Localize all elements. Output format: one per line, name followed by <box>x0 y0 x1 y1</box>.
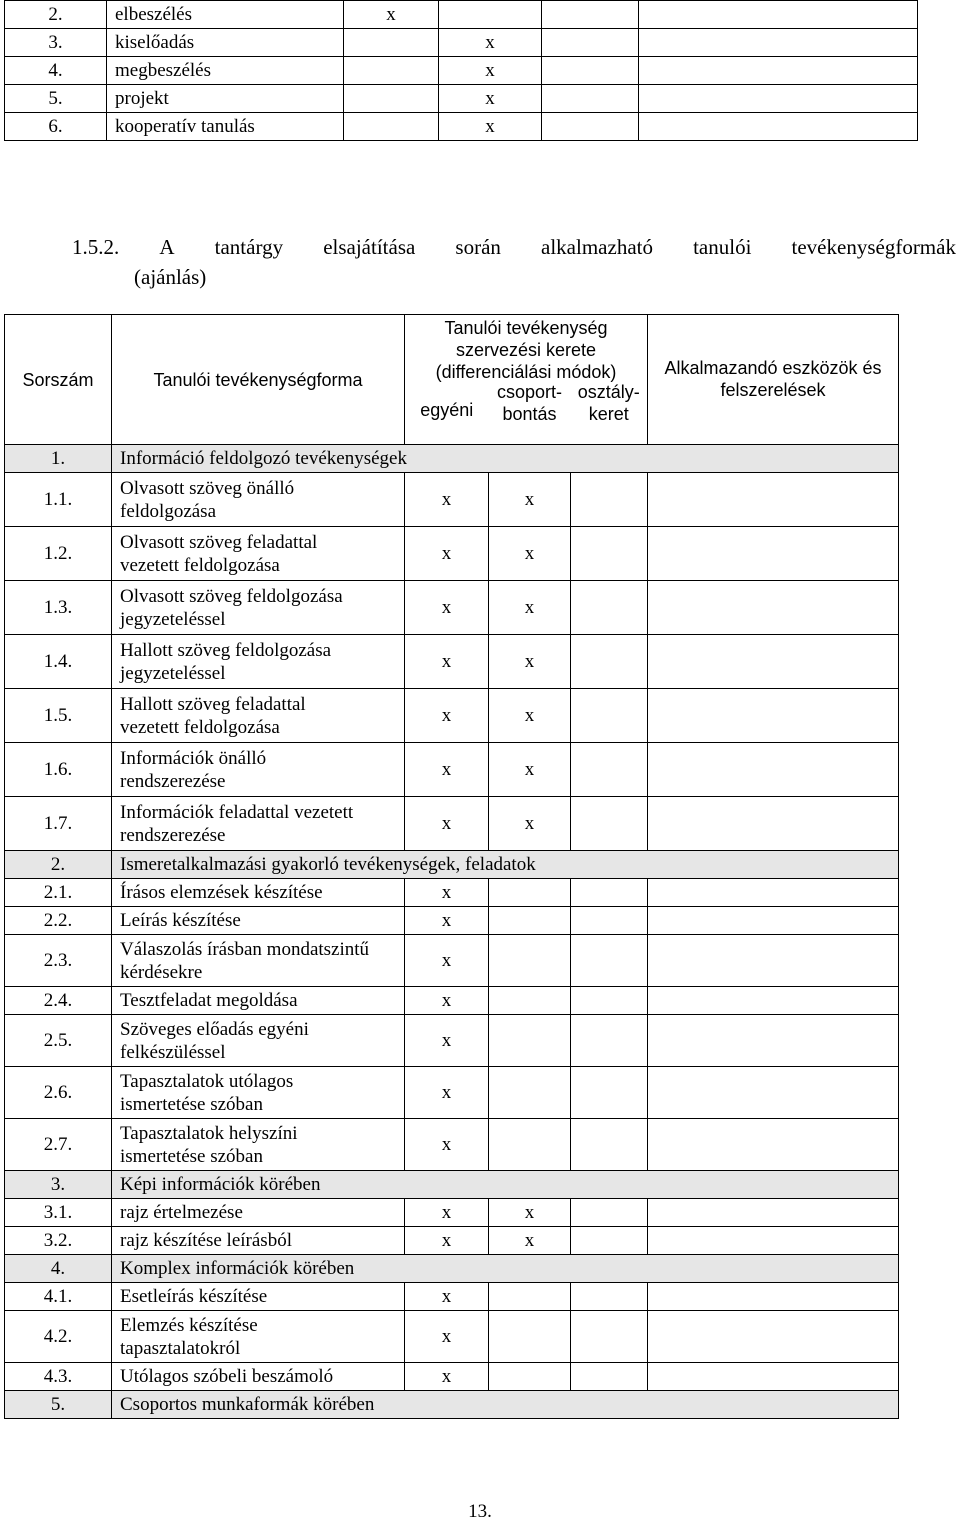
row-number: 2.7. <box>5 1119 112 1171</box>
heading-word: során <box>455 235 501 259</box>
activity-form-table <box>4 0 918 141</box>
mark-cell <box>542 113 639 141</box>
section-title: Információ feldolgozó tevékenységek <box>112 445 899 473</box>
table-row <box>5 1199 899 1227</box>
osztaly-cell <box>571 797 648 851</box>
osztaly-cell <box>571 879 648 907</box>
mark-cell: x <box>439 113 542 141</box>
egyeni-cell: x <box>405 1119 489 1171</box>
header-eszkozok: Alkalmazandó eszközök és felszerelések <box>648 315 899 445</box>
heading-word: elsajátítása <box>323 235 416 259</box>
osztaly-cell <box>571 1119 648 1171</box>
header-sorszam: Sorszám <box>5 315 112 445</box>
heading-word: A <box>159 235 175 259</box>
header-forma: Tanulói tevékenységforma <box>112 315 405 445</box>
osztaly-cell <box>571 907 648 935</box>
csoport-cell <box>489 1311 571 1363</box>
table-row <box>5 29 918 57</box>
egyeni-cell: x <box>405 1311 489 1363</box>
table-row <box>5 689 899 743</box>
eszkozok-cell <box>648 797 899 851</box>
mark-cell: x <box>439 85 542 113</box>
heading-word: tanulói <box>693 235 752 259</box>
row-name: megbeszélés <box>107 57 344 85</box>
mark-cell <box>639 1 918 29</box>
section-row <box>5 1255 899 1283</box>
eszkozok-cell <box>648 1311 899 1363</box>
header-csoport: csoport-bontás <box>496 381 563 424</box>
row-number: 3. <box>5 29 107 57</box>
osztaly-cell <box>571 473 648 527</box>
row-number: 2. <box>5 1 107 29</box>
table-row <box>5 473 899 527</box>
row-number: 1.5. <box>5 689 112 743</box>
row-name: Tesztfeladat megoldása <box>112 987 405 1015</box>
csoport-cell: x <box>489 797 571 851</box>
mark-cell <box>542 1 639 29</box>
egyeni-cell: x <box>405 581 489 635</box>
row-name: kiselőadás <box>107 29 344 57</box>
row-number: 4.1. <box>5 1283 112 1311</box>
eszkozok-cell <box>648 1199 899 1227</box>
row-number: 2.6. <box>5 1067 112 1119</box>
egyeni-cell: x <box>405 935 489 987</box>
table-row <box>5 797 899 851</box>
row-number: 4.3. <box>5 1363 112 1391</box>
section-number: 1. <box>5 445 112 473</box>
row-name: Olvasott szöveg feldolgozása jegyzeteléssel <box>112 581 405 635</box>
osztaly-cell <box>571 689 648 743</box>
osztaly-cell <box>571 635 648 689</box>
eszkozok-cell <box>648 1015 899 1067</box>
row-number: 3.1. <box>5 1199 112 1227</box>
table-row <box>5 57 918 85</box>
row-name: projekt <box>107 85 344 113</box>
row-number: 1.3. <box>5 581 112 635</box>
row-name: kooperatív tanulás <box>107 113 344 141</box>
osztaly-cell <box>571 581 648 635</box>
row-number: 4.2. <box>5 1311 112 1363</box>
table-row <box>5 1283 899 1311</box>
osztaly-cell <box>571 1067 648 1119</box>
row-name: Olvasott szöveg önálló feldolgozása <box>112 473 405 527</box>
section-heading <box>72 232 956 292</box>
eszkozok-cell <box>648 527 899 581</box>
row-number: 1.4. <box>5 635 112 689</box>
eszkozok-cell <box>648 1227 899 1255</box>
row-name: Írásos elemzések készítése <box>112 879 405 907</box>
table-row <box>5 907 899 935</box>
table-row <box>5 1363 899 1391</box>
row-number: 1.2. <box>5 527 112 581</box>
eszkozok-cell <box>648 879 899 907</box>
csoport-cell <box>489 879 571 907</box>
table-row <box>5 879 899 907</box>
osztaly-cell <box>571 743 648 797</box>
table-row <box>5 1067 899 1119</box>
header-osztaly: osztály-keret <box>571 381 648 427</box>
csoport-cell: x <box>489 689 571 743</box>
mark-cell <box>542 57 639 85</box>
eszkozok-cell <box>648 1363 899 1391</box>
row-number: 2.4. <box>5 987 112 1015</box>
csoport-cell <box>489 1119 571 1171</box>
csoport-cell: x <box>489 473 571 527</box>
osztaly-cell <box>571 935 648 987</box>
osztaly-cell <box>571 1227 648 1255</box>
eszkozok-cell <box>648 935 899 987</box>
egyeni-cell: x <box>405 1067 489 1119</box>
table-row <box>5 935 899 987</box>
mark-cell <box>639 57 918 85</box>
csoport-cell: x <box>489 581 571 635</box>
row-name: Utólagos szóbeli beszámoló <box>112 1363 405 1391</box>
row-number: 4. <box>5 57 107 85</box>
csoport-cell: x <box>489 743 571 797</box>
egyeni-cell: x <box>405 879 489 907</box>
row-number: 6. <box>5 113 107 141</box>
table-row <box>5 1311 899 1363</box>
table-row <box>5 987 899 1015</box>
header-egyeni: egyéni <box>405 399 489 445</box>
mark-cell <box>344 57 439 85</box>
row-number: 2.3. <box>5 935 112 987</box>
heading-line2: (ajánlás) <box>134 265 207 289</box>
header-group: Tanulói tevékenység szervezési kerete (differenciálási módok) <box>405 315 648 399</box>
row-name: Esetleírás készítése <box>112 1283 405 1311</box>
mark-cell: x <box>439 29 542 57</box>
section-title: Ismeretalkalmazási gyakorló tevékenységek, feladatok <box>112 851 899 879</box>
csoport-cell <box>489 935 571 987</box>
eszkozok-cell <box>648 581 899 635</box>
osztaly-cell <box>571 987 648 1015</box>
student-activity-table <box>4 314 899 1419</box>
table-row <box>5 581 899 635</box>
section-number: 2. <box>5 851 112 879</box>
eszkozok-cell <box>648 635 899 689</box>
section-number: 5. <box>5 1391 112 1419</box>
egyeni-cell: x <box>405 635 489 689</box>
eszkozok-cell <box>648 907 899 935</box>
csoport-cell: x <box>489 1227 571 1255</box>
section-title: Képi információk körében <box>112 1171 899 1199</box>
osztaly-cell <box>571 1283 648 1311</box>
page-number: 13. <box>468 1501 492 1522</box>
egyeni-cell: x <box>405 1227 489 1255</box>
section-number: 4. <box>5 1255 112 1283</box>
mark-cell <box>344 113 439 141</box>
table-row <box>5 635 899 689</box>
row-name: Olvasott szöveg feladattal vezetett feldolgozása <box>112 527 405 581</box>
csoport-cell <box>489 907 571 935</box>
eszkozok-cell <box>648 1119 899 1171</box>
row-name: Hallott szöveg feldolgozása jegyzeteléssel <box>112 635 405 689</box>
egyeni-cell: x <box>405 473 489 527</box>
osztaly-cell <box>571 1363 648 1391</box>
row-name: rajz készítése leírásból <box>112 1227 405 1255</box>
mark-cell <box>542 29 639 57</box>
table-row <box>5 85 918 113</box>
eszkozok-cell <box>648 689 899 743</box>
mark-cell <box>639 113 918 141</box>
section-row <box>5 851 899 879</box>
egyeni-cell: x <box>405 1015 489 1067</box>
section-title: Csoportos munkaformák körében <box>112 1391 899 1419</box>
row-name: Információk önálló rendszerezése <box>112 743 405 797</box>
csoport-cell <box>489 1067 571 1119</box>
eszkozok-cell <box>648 743 899 797</box>
section-title: Komplex információk körében <box>112 1255 899 1283</box>
row-number: 3.2. <box>5 1227 112 1255</box>
row-number: 2.1. <box>5 879 112 907</box>
heading-word: tantárgy <box>214 235 284 259</box>
table-row <box>5 1227 899 1255</box>
egyeni-cell: x <box>405 689 489 743</box>
row-number: 2.5. <box>5 1015 112 1067</box>
table-row <box>5 1015 899 1067</box>
row-name: elbeszélés <box>107 1 344 29</box>
row-number: 2.2. <box>5 907 112 935</box>
mark-cell <box>639 29 918 57</box>
egyeni-cell: x <box>405 797 489 851</box>
heading-word: alkalmazható <box>541 235 653 259</box>
csoport-cell <box>489 1015 571 1067</box>
section-row <box>5 1171 899 1199</box>
csoport-cell: x <box>489 635 571 689</box>
row-name: Tapasztalatok utólagos ismertetése szóban <box>112 1067 405 1119</box>
row-name: Leírás készítése <box>112 907 405 935</box>
egyeni-cell: x <box>405 907 489 935</box>
row-name: Információk feladattal vezetett rendszerezése <box>112 797 405 851</box>
eszkozok-cell <box>648 987 899 1015</box>
mark-cell <box>542 85 639 113</box>
table-header-row <box>5 315 899 399</box>
row-number: 1.7. <box>5 797 112 851</box>
row-name: Szöveges előadás egyéni felkészüléssel <box>112 1015 405 1067</box>
mark-cell <box>344 29 439 57</box>
section-row <box>5 1391 899 1419</box>
egyeni-cell: x <box>405 1283 489 1311</box>
table-row <box>5 1 918 29</box>
eszkozok-cell <box>648 473 899 527</box>
osztaly-cell <box>571 527 648 581</box>
row-number: 5. <box>5 85 107 113</box>
eszkozok-cell <box>648 1067 899 1119</box>
csoport-cell <box>489 1283 571 1311</box>
row-name: Válaszolás írásban mondatszintű kérdésekre <box>112 935 405 987</box>
egyeni-cell: x <box>405 527 489 581</box>
egyeni-cell: x <box>405 1199 489 1227</box>
heading-number: 1.5.2. <box>72 235 120 259</box>
osztaly-cell <box>571 1199 648 1227</box>
csoport-cell <box>489 987 571 1015</box>
mark-cell <box>439 1 542 29</box>
mark-cell <box>344 85 439 113</box>
csoport-cell <box>489 1363 571 1391</box>
egyeni-cell: x <box>405 1363 489 1391</box>
row-number: 1.6. <box>5 743 112 797</box>
table-row <box>5 1119 899 1171</box>
csoport-cell: x <box>489 527 571 581</box>
section-row <box>5 445 899 473</box>
row-name: Elemzés készítése tapasztalatokról <box>112 1311 405 1363</box>
osztaly-cell <box>571 1311 648 1363</box>
row-number: 1.1. <box>5 473 112 527</box>
row-name: rajz értelmezése <box>112 1199 405 1227</box>
eszkozok-cell <box>648 1283 899 1311</box>
egyeni-cell: x <box>405 987 489 1015</box>
mark-cell: x <box>344 1 439 29</box>
table-row <box>5 743 899 797</box>
row-name: Hallott szöveg feladattal vezetett feldolgozása <box>112 689 405 743</box>
osztaly-cell <box>571 1015 648 1067</box>
csoport-cell: x <box>489 1199 571 1227</box>
table-row <box>5 113 918 141</box>
section-number: 3. <box>5 1171 112 1199</box>
mark-cell <box>639 85 918 113</box>
egyeni-cell: x <box>405 743 489 797</box>
row-name: Tapasztalatok helyszíni ismertetése szóban <box>112 1119 405 1171</box>
table-row <box>5 527 899 581</box>
mark-cell: x <box>439 57 542 85</box>
heading-word: tevékenységformák <box>791 235 956 259</box>
